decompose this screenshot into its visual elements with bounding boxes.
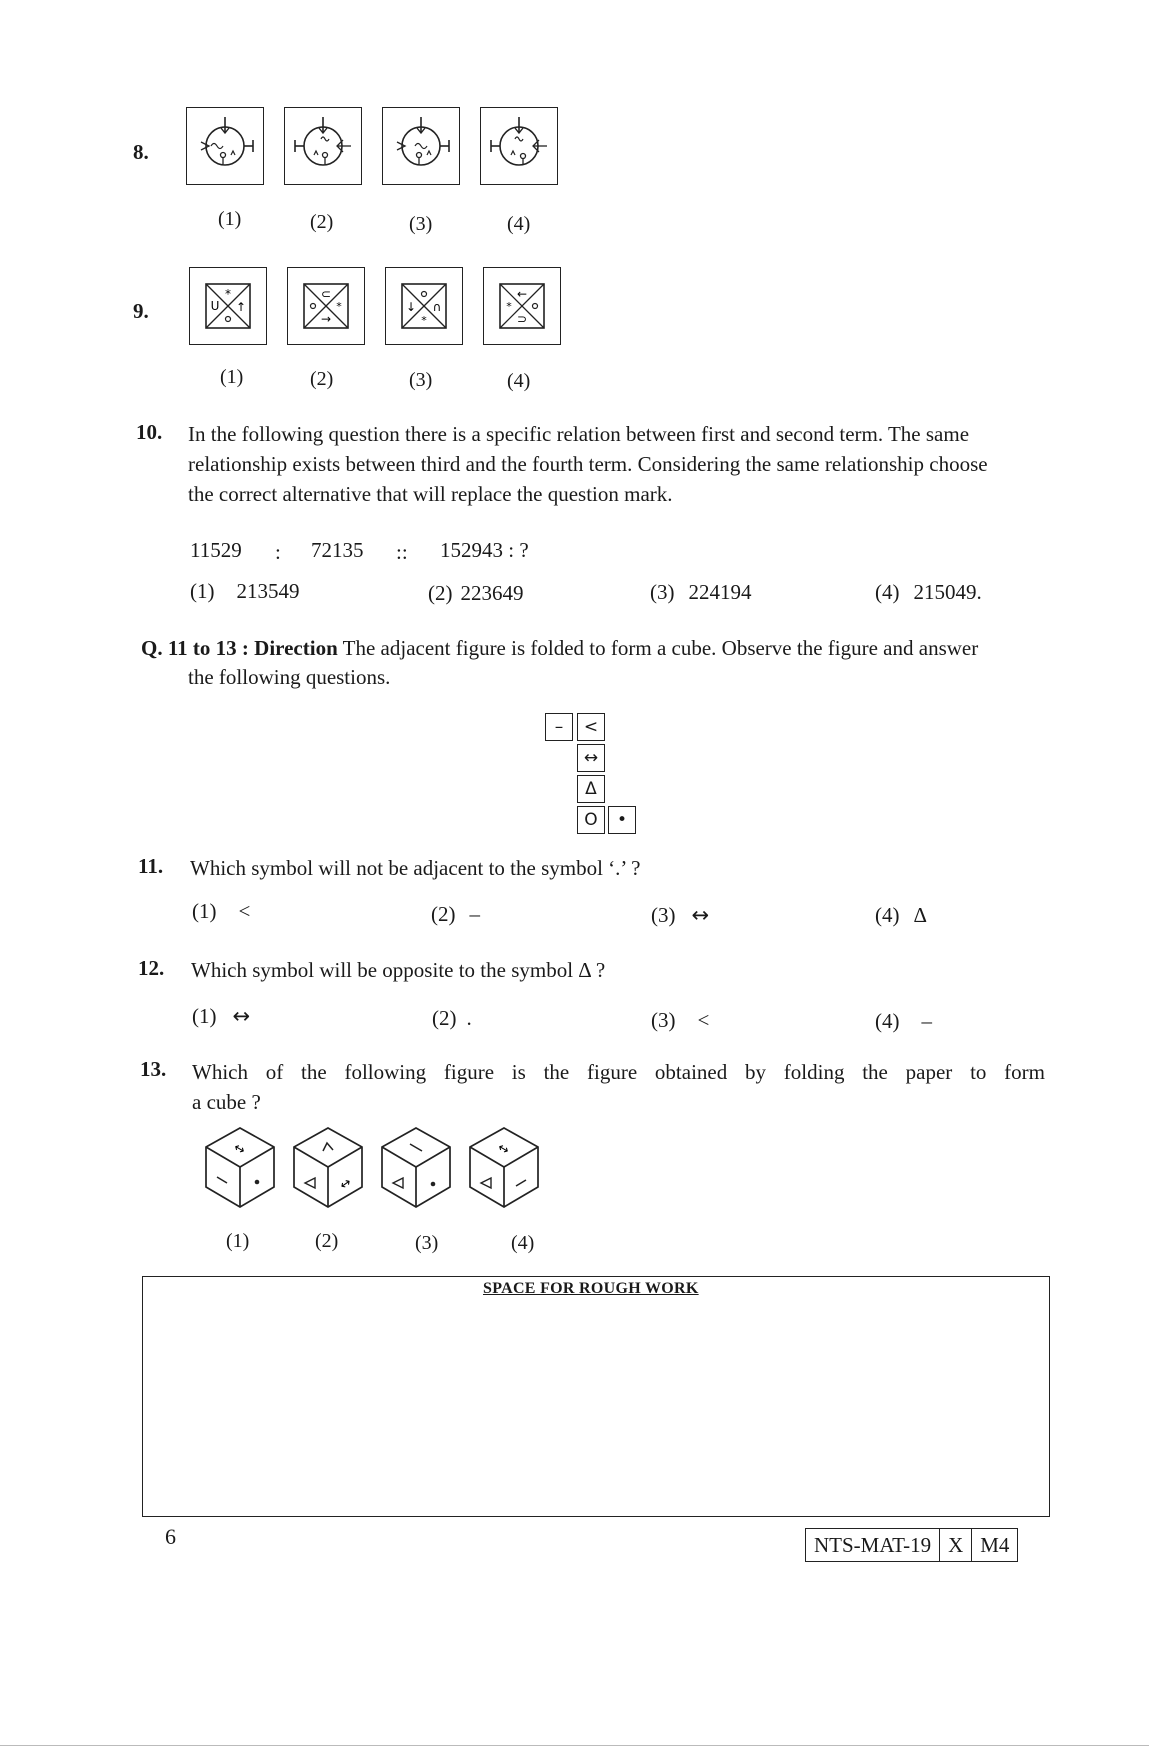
q11-option-4 <box>875 903 927 928</box>
svg-text:↔: ↔ <box>494 1140 512 1159</box>
q8-option-label-2: (2) <box>310 211 334 233</box>
paper-medium: X <box>940 1529 972 1561</box>
direction-text-line-2: the following questions. <box>188 665 391 689</box>
net-face-circle: O <box>577 806 605 834</box>
q12-option-2-label: (2) <box>432 1006 457 1030</box>
svg-text:*: * <box>225 287 231 301</box>
q12-option-1 <box>192 1004 250 1029</box>
q12-option-2 <box>432 1006 472 1031</box>
net-face-dot: • <box>608 806 636 834</box>
question-13-text-line-1: Which of the following figure is the figure obtained by folding the paper to form <box>192 1060 1045 1084</box>
q10-series-sep-2: :: <box>396 540 408 564</box>
paper-set: M4 <box>980 1533 1010 1557</box>
q8-figure-4 <box>480 107 558 185</box>
question-13-text-line-2: a cube ? <box>192 1090 261 1114</box>
paper-code: NTS-MAT-19 <box>806 1529 940 1561</box>
cube-net <box>545 713 639 839</box>
svg-text:U: U <box>210 299 220 313</box>
question-13-number: 13. <box>140 1057 167 1081</box>
question-12-number: 12. <box>138 956 165 980</box>
q12-option-1-value: ↔ <box>232 1004 251 1028</box>
direction-heading: Q. 11 to 13 : Direction <box>141 636 338 660</box>
q10-series-c: 152943 : ? <box>440 538 529 562</box>
q13-option-label-4: (4) <box>511 1232 535 1254</box>
q11-option-1 <box>192 899 250 924</box>
q13-option-label-1: (1) <box>226 1230 250 1252</box>
question-11-number: 11. <box>138 854 164 878</box>
q8-option-label-3: (3) <box>409 213 433 235</box>
q8-figure-2 <box>284 107 362 185</box>
q9-option-label-4: (4) <box>507 370 531 392</box>
q11-option-2-value: – <box>469 902 480 926</box>
svg-text:*: * <box>421 314 427 327</box>
q11-option-3-label: (3) <box>651 903 676 927</box>
q10-option-2-label: (2) <box>428 581 453 605</box>
question-10-number: 10. <box>136 420 163 444</box>
q8-figure-3 <box>382 107 460 185</box>
net-face-double-arrow: ↔ <box>577 744 605 772</box>
q11-option-4-label: (4) <box>875 903 900 927</box>
net-face-triangle: Δ <box>577 775 605 803</box>
q10-option-4-value: 215049. <box>913 580 982 604</box>
q10-option-4 <box>875 580 982 605</box>
q12-option-3 <box>651 1008 709 1033</box>
q8-option-label-1: (1) <box>218 208 242 230</box>
q13-cube-1 <box>204 1126 276 1215</box>
svg-text:⊃: ⊃ <box>516 312 528 326</box>
svg-text:↑: ↑ <box>235 300 247 314</box>
q10-option-2 <box>428 581 524 606</box>
q12-option-3-label: (3) <box>651 1008 676 1032</box>
q10-series-sep-1: : <box>275 540 281 564</box>
q12-option-3-value: < <box>697 1008 710 1032</box>
question-8-number: 8. <box>133 140 149 164</box>
scan-edge-line <box>0 1745 1149 1746</box>
q12-option-2-value: . <box>466 1006 472 1030</box>
q10-option-1 <box>190 579 300 604</box>
q12-option-4-label: (4) <box>875 1009 900 1033</box>
q11-option-2-label: (2) <box>431 902 456 926</box>
q10-series-a: 11529 <box>190 538 242 562</box>
q11-option-4-value: Δ <box>913 903 928 927</box>
q9-figure-1 <box>189 267 267 345</box>
q12-option-4 <box>875 1009 932 1034</box>
q9-option-label-1: (1) <box>220 366 244 388</box>
question-12-text: Which symbol will be opposite to the symbol Δ ? <box>191 958 606 982</box>
svg-text:←: ← <box>516 287 528 301</box>
q11-option-3 <box>651 903 709 928</box>
q10-option-1-label: (1) <box>190 579 215 603</box>
net-face-less-than: < <box>577 713 605 741</box>
direction-text-line-1 <box>141 633 978 663</box>
q10-option-3 <box>650 580 752 605</box>
q9-figure-3 <box>385 267 463 345</box>
q12-option-1-label: (1) <box>192 1004 217 1028</box>
question-10-text-line-1: In the following question there is a specific relation between first and second term. The same <box>188 422 970 446</box>
svg-text:↓: ↓ <box>405 300 417 314</box>
question-9-number: 9. <box>133 299 149 323</box>
q13-cube-4 <box>468 1126 540 1215</box>
q9-option-label-3: (3) <box>409 369 433 391</box>
q9-figure-4 <box>483 267 561 345</box>
q9-option-label-2: (2) <box>310 368 334 390</box>
question-10-text-line-3: the correct alternative that will replace the question mark. <box>188 482 673 506</box>
q10-option-3-label: (3) <box>650 580 675 604</box>
paper-code-box <box>805 1528 1018 1562</box>
q11-option-2 <box>431 902 480 927</box>
question-10-text-line-2: relationship exists between third and the fourth term. Considering the same relationship choose <box>188 452 988 476</box>
rough-work-title: SPACE FOR ROUGH WORK <box>483 1280 699 1297</box>
svg-text:→: → <box>320 312 332 326</box>
q10-option-1-value: 213549 <box>236 579 300 603</box>
svg-text:↔: ↔ <box>230 1140 248 1159</box>
svg-text:∩: ∩ <box>432 300 442 314</box>
q8-option-label-4: (4) <box>507 213 531 235</box>
question-11-text: Which symbol will not be adjacent to the symbol ‘.’ ? <box>190 856 641 880</box>
svg-text:*: * <box>336 300 342 313</box>
q13-option-label-2: (2) <box>315 1230 339 1252</box>
q11-option-1-value: < <box>238 899 251 923</box>
q10-option-3-value: 224194 <box>688 580 752 604</box>
svg-text:⊂: ⊂ <box>320 287 332 301</box>
page-number: 6 <box>165 1524 176 1549</box>
q11-option-3-value: ↔ <box>691 903 710 927</box>
rough-work-box <box>142 1276 1050 1517</box>
q13-cube-2 <box>292 1126 364 1215</box>
q13-cube-3 <box>380 1126 452 1215</box>
q9-figure-2 <box>287 267 365 345</box>
q10-option-2-value: 223649 <box>460 581 524 605</box>
q13-option-label-3: (3) <box>415 1232 439 1254</box>
q10-option-4-label: (4) <box>875 580 900 604</box>
svg-text:*: * <box>506 300 512 313</box>
svg-text:↔: ↔ <box>337 1174 355 1194</box>
direction-body: The adjacent figure is folded to form a cube. Observe the figure and answer <box>337 636 979 660</box>
q11-option-1-label: (1) <box>192 899 217 923</box>
q10-series-b: 72135 <box>311 538 364 562</box>
q8-figure-1 <box>186 107 264 185</box>
q12-option-4-value: – <box>921 1009 932 1033</box>
net-face-dash: – <box>545 713 573 741</box>
